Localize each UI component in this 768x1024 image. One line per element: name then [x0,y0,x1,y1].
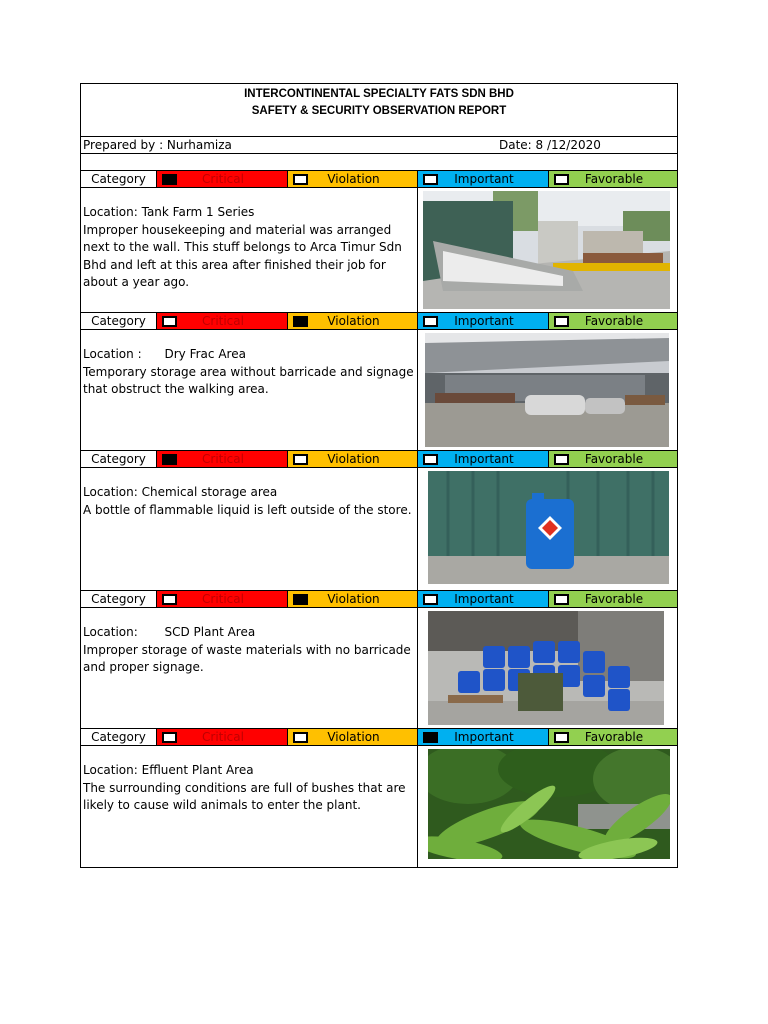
observation-text [81,330,418,450]
favorable-label: Favorable [584,452,644,466]
observation-row-2 [81,330,677,451]
critical-checkbox[interactable] [162,732,177,743]
favorable-cell [549,729,677,745]
observation-row-4 [81,608,677,729]
important-cell [418,451,549,467]
observation-text [81,608,418,728]
category-label-cell [81,451,157,467]
observation-description: Temporary storage area without barricade and signage that obstruct the walking area. [83,364,414,396]
favorable-checkbox[interactable] [554,316,569,327]
report-header [81,84,677,137]
report-date: Date: 8 /12/2020 [499,138,601,152]
violation-cell [288,313,418,329]
critical-label: Critical [202,592,244,606]
violation-checkbox[interactable] [293,316,308,327]
important-checkbox[interactable] [423,174,438,185]
observation-text [81,468,418,590]
observation-row-1 [81,188,677,313]
important-label: Important [454,452,514,466]
scd-plant-photo-icon [428,611,664,725]
category-label-cell [81,171,157,187]
critical-label: Critical [202,172,244,186]
favorable-checkbox[interactable] [554,174,569,185]
critical-cell [157,451,288,467]
favorable-cell [549,591,677,607]
spacer-row [81,154,677,171]
dry-frac-photo-icon [425,333,669,447]
favorable-label: Favorable [584,172,644,186]
category-label-cell [81,591,157,607]
observation-text [81,188,418,312]
critical-cell [157,171,288,187]
important-checkbox[interactable] [423,454,438,465]
observation-location: Location: Effluent Plant Area [83,763,254,777]
effluent-plant-photo-icon [428,749,670,859]
violation-cell [288,591,418,607]
favorable-cell [549,313,677,329]
category-label-cell [81,729,157,745]
important-cell [418,591,549,607]
observation-text [81,746,418,867]
critical-label: Critical [202,730,244,744]
observation-description: Improper storage of waste materials with no barricade and proper signage. [83,642,411,674]
category-row-1 [81,171,677,188]
observation-row-5 [81,746,677,867]
violation-label: Violation [327,314,380,328]
observation-location: Location: Chemical storage area [83,485,278,499]
category-row-5 [81,729,677,746]
important-cell [418,729,549,745]
category-row-3 [81,451,677,468]
tank-farm-photo-icon [423,191,670,309]
observation-photo-cell [418,746,677,867]
important-label: Important [454,730,514,744]
important-label: Important [454,314,514,328]
observation-photo-cell [418,188,677,312]
observation-photo-cell [418,608,677,728]
category-label: Category [91,592,146,606]
violation-checkbox[interactable] [293,732,308,743]
important-checkbox[interactable] [423,316,438,327]
observation-location: Location: Tank Farm 1 Series [83,205,255,219]
violation-label: Violation [327,452,380,466]
observation-report [80,83,678,868]
favorable-label: Favorable [584,314,644,328]
observation-location: Location : Dry Frac Area [83,347,246,361]
prepared-by: Prepared by : Nurhamiza [83,138,232,152]
category-row-2 [81,313,677,330]
favorable-checkbox[interactable] [554,594,569,605]
category-label-cell [81,313,157,329]
category-row-4 [81,591,677,608]
observation-row-3 [81,468,677,591]
important-cell [418,171,549,187]
favorable-cell [549,451,677,467]
critical-checkbox[interactable] [162,594,177,605]
favorable-label: Favorable [584,592,644,606]
critical-cell [157,313,288,329]
observation-description: A bottle of flammable liquid is left outside of the store. [83,502,412,517]
category-label: Category [91,452,146,466]
important-checkbox[interactable] [423,732,438,743]
violation-label: Violation [327,172,380,186]
observation-photo-cell [418,468,677,590]
category-label: Category [91,314,146,328]
critical-label: Critical [202,314,244,328]
violation-label: Violation [327,592,380,606]
observation-description: Improper housekeeping and material was arranged next to the wall. This stuff belongs to Arca Timur Sdn Bhd and left at this area after finished their job for about a year ago. [83,222,402,289]
critical-checkbox[interactable] [162,316,177,327]
violation-checkbox[interactable] [293,174,308,185]
important-label: Important [454,172,514,186]
violation-cell [288,729,418,745]
critical-checkbox[interactable] [162,454,177,465]
category-label: Category [91,172,146,186]
favorable-checkbox[interactable] [554,454,569,465]
critical-label: Critical [202,452,244,466]
favorable-checkbox[interactable] [554,732,569,743]
violation-checkbox[interactable] [293,594,308,605]
favorable-cell [549,171,677,187]
critical-checkbox[interactable] [162,174,177,185]
violation-label: Violation [327,730,380,744]
observation-description: The surrounding conditions are full of bushes that are likely to cause wild animals to enter the plant. [83,780,406,812]
violation-cell [288,451,418,467]
critical-cell [157,729,288,745]
company-name: INTERCONTINENTAL SPECIALTY FATS SDN BHD [244,88,514,100]
prepared-row [81,137,677,154]
critical-cell [157,591,288,607]
important-label: Important [454,592,514,606]
chemical-storage-photo-icon [428,471,669,584]
observation-photo-cell [418,330,677,450]
favorable-label: Favorable [584,730,644,744]
category-label: Category [91,730,146,744]
important-checkbox[interactable] [423,594,438,605]
report-title: SAFETY & SECURITY OBSERVATION REPORT [251,105,507,117]
observation-location: Location: SCD Plant Area [83,625,256,639]
important-cell [418,313,549,329]
violation-checkbox[interactable] [293,454,308,465]
violation-cell [288,171,418,187]
